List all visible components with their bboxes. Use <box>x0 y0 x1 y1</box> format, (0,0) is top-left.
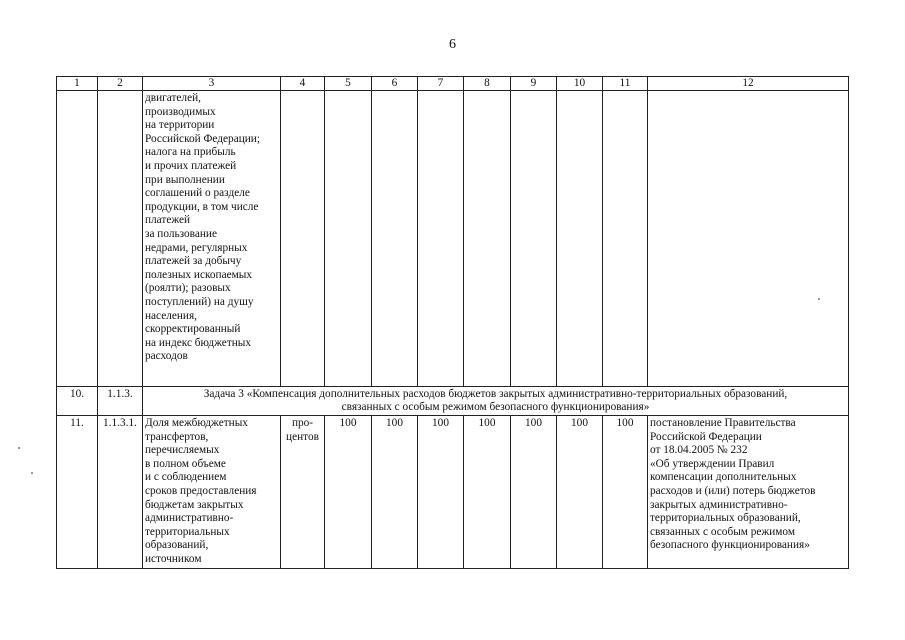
value-cell: 100 <box>557 416 603 569</box>
col-header: 12 <box>648 77 849 91</box>
value-cell: 100 <box>325 416 372 569</box>
col-header: 1 <box>57 77 98 91</box>
table-row <box>57 91 849 387</box>
row-code: 1.1.3.1. <box>98 416 143 569</box>
row-code: 1.1.3. <box>98 387 143 416</box>
legal-basis: постановление Правительства Российской Федерации от 18.04.2005 № 232 «Об утверждении Правил компенсации дополнительных расходов и (или) потерь бюджетов закрытых административно- территориальных образований, связанных с особым режимом безопасного функционирования» <box>648 416 849 569</box>
col-header: 5 <box>325 77 372 91</box>
row-number: 10. <box>57 387 98 416</box>
col-header: 8 <box>464 77 511 91</box>
unit: про- центов <box>281 416 325 569</box>
value-cell: 100 <box>372 416 418 569</box>
value-cell: 100 <box>603 416 648 569</box>
col-header: 2 <box>98 77 143 91</box>
page-number: 6 <box>449 37 456 52</box>
col-header: 3 <box>143 77 281 91</box>
col-header: 6 <box>372 77 418 91</box>
value-cell: 100 <box>464 416 511 569</box>
task-row <box>57 387 849 416</box>
header-row <box>57 77 849 91</box>
value-cell: 100 <box>418 416 464 569</box>
row-number: 11. <box>57 416 98 569</box>
col-header: 9 <box>511 77 557 91</box>
task-title: Задача 3 «Компенсация дополнительных расходов бюджетов закрытых административно-территориальных образований, связанных с особым режимом безопасного функционирования» <box>143 387 849 416</box>
scan-speck <box>18 447 20 449</box>
col-header: 11 <box>603 77 648 91</box>
scan-speck <box>31 472 33 474</box>
col-header: 4 <box>281 77 325 91</box>
indicator-name-continued: двигателей, производимых на территории Российской Федерации; налога на прибыль и прочих платежей при выполнении соглашений о разделе продукции, в том числе платежей за пользование недрами, регулярных платежей за добычу полезных ископаемых (роялти); разовых поступлений) на душу населения, скорректированный на индекс бюджетных расходов <box>143 91 281 387</box>
indicators-table <box>56 76 849 569</box>
scan-speck <box>818 298 820 300</box>
indicator-name: Доля межбюджетных трансфертов, перечисляемых в полном объеме и с соблюдением сроков предоставления бюджетам закрытых административно- территориальных образований, источником <box>143 416 281 569</box>
col-header: 7 <box>418 77 464 91</box>
col-header: 10 <box>557 77 603 91</box>
table-row <box>57 416 849 569</box>
value-cell: 100 <box>511 416 557 569</box>
